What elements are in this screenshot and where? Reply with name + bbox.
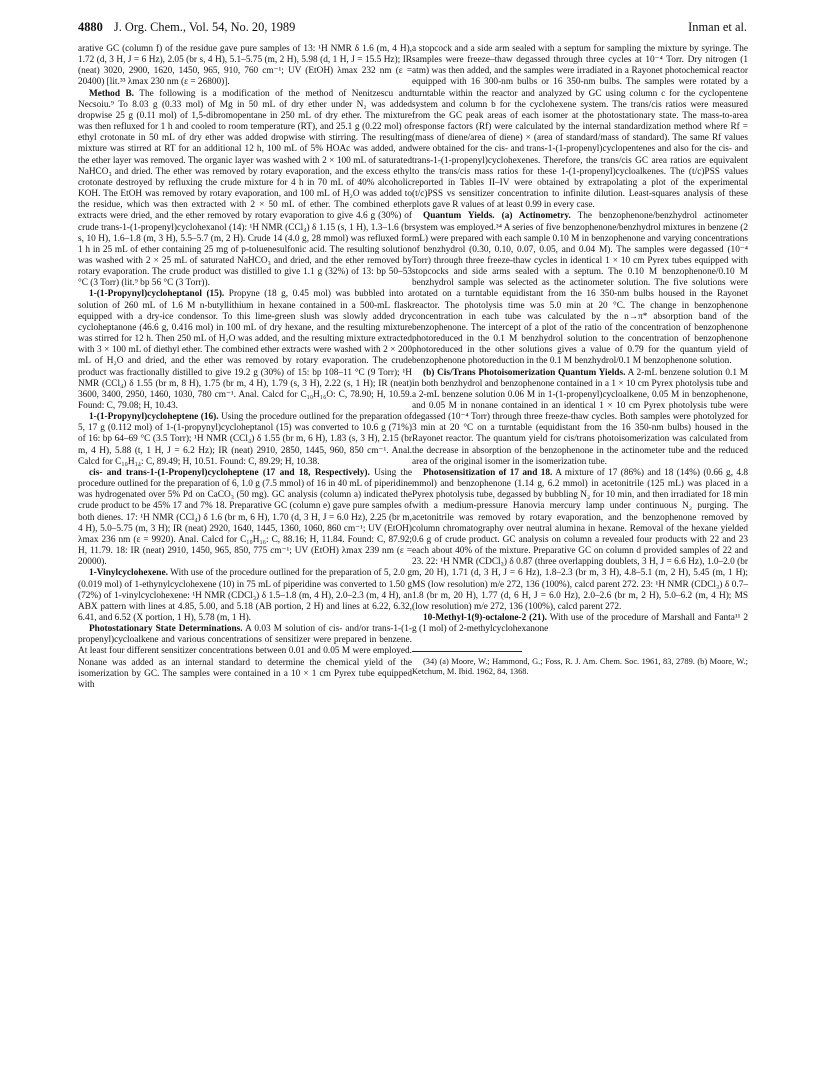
section-heading: 10-Methyl-1(9)-octalone-2 (21).: [423, 612, 547, 623]
paragraph-text: With use of the procedure of Marshall and Fanta¹¹ 2 g (1 mol) of 2-methylcyclohexanone: [412, 612, 748, 635]
section-heading: Photosensitization of 17 and 18.: [423, 467, 553, 478]
paragraph-text: A 2-mL benzene solution 0.1 M in both benzhydrol and benzophenone contained in a 1 × 10 cm Pyrex photolysis tube and a 2-mL benzene solution 0.06 M in 1-(1-propenyl)cycloalkene, 0.05 M in benzophenone, and 0.05 M in nonane contained in an identical 1 × 10 cm Pyrex photolysis tube were degassed (10⁻⁴ Torr) through three freeze-thaw cycles. Both samples were photolyzed for 3 min at 20 °C on a turntable (equidistant from the 16 350-nm bulbs) housed in the Rayonet reactor. The quantum yield for cis/trans photoisomerization was calculated from the decrease in absorption of the benzophenone in the actinometer tube and the reduced area of the original isomer in the isomerization tube.: [412, 367, 748, 467]
paragraph-text: The benzophenone/benzhydrol actinometer system was employed.³⁴ A series of five benzophenone/benzhydrol mixtures in benzene (2 mL) were prepared with each sample 0.10 M in benzophenone and varying concentrations of benzhydrol (0.30, 0.10, 0.07, 0.05, and 0.04 M). The samples were degassed (10⁻⁴ Torr) through three freeze-thaw cycles in identical 1 × 10 cm Pyrex tubes equipped with stopcocks and side arms sealed with a septum. The 0.10 M benzophenone/0.10 M benzhydrol sample was selected as the actinometer solution. The five solutions were rotated on a turntable equidistant from the 16 350-nm bulbs housed in the Rayonet reactor. The photolysis time was 5.0 min at 20 °C. The change in benzophenone concentration in each tube was calculated by the n→π* absorption band of the benzophenone. The intercept of a plot of the ratio of the concentration of benzophenone photoreduced in the 0.1 M benzhydrol solution to the concentration of benzophenone photoreduced in the other solutions gives a value of 0.79 for the quantum yield of benzophenone photoreduction in the 0.1 M benzhydrol/0.1 M benzophenone solution.: [412, 211, 748, 367]
paragraph-text: A 0.03 M solution of cis- and/or trans-1-(1-propenyl)cycloalkene and various concentrations of sensitizer were prepared in benzene. At least four different sensitizer concentrations between 0.01 and 0.05 M were employed. Nonane was added as an internal standard to determine the chemical yield of the isomerization by GC. The samples were contained in a 10 × 1 cm Pyrex tube equipped with: [78, 624, 412, 690]
paragraph: [78, 289, 412, 412]
paragraph: [412, 468, 748, 613]
paragraph: [78, 44, 412, 89]
paragraph-text: a stopcock and a side arm sealed with a septum for sampling the mixture by syringe. The samples were freeze–thaw degassed through three cycles at 10⁻⁴ Torr. Dry nitrogen (1 atm) was then added, and the samples were irradiated in a Rayonet photochemical reactor equipped with 16 300-nm bulbs or 16 350-nm bulbs. The samples were rotated by a turntable within the reactor and analyzed by GC using column c for the cyclopentene system and column b for the cyclohexene system. The trans/cis ratios were measured from the GC peak areas of each isomer at the photostationary state. The mass-to-area response factors (Rf) were calculated by the internal standardization method where Rf = (mass of diene/area of diene) × (area of standard/mass of standard). The same Rf values were obtained for the cis- and trans-1-(1-propenyl)cyclopentenes and also for the cis- and trans-1-(1-propenyl)cyclohexenes. Therefore, the trans/cis GC area ratios are equivalent to the trans/cis mass ratios for these 1-(1-propenyl)cycloalkenes. The (t/c)PSS values reported in Tables II–IV were obtained by extrapolating a plot of the experimental (t/c)PSS vs sensitizer concentration to infinite dilution. Least-squares analysis of these plots gave R values of at least 0.99 in every case.: [412, 44, 748, 211]
footnote-divider: [412, 651, 522, 652]
paragraph-text: A mixture of 17 (86%) and 18 (14%) (0.66 g, 4.8 mmol) and benzophenone (1.14 g, 6.2 mmol) in acetonitrile (125 mL) was placed in a Pyrex photolysis tube, degassed by bubbling N₂ for 10 min, and then irradiated for 18 min with a medium-pressure Hanovia mercury lamp under continuous N₂ purging. The acetonitrile was removed by rotary evaporation, and the benzophenone removed by column chromatography over neutral alumina in hexane. Removal of the hexane yielded 0.6 g of crude product. GC analysis on column a revealed four products with 22 and 23 each about 40% of the mixture. Preparative GC on column d provided samples of 22 and 23. 22: ¹H NMR (CDCl₃) δ 0.87 (three overlapping doublets, 3 H, J = 6.6 Hz), 1.0–2.0 (br m, 20 H), 1.71 (d, 3 H, J = 6 Hz), 1.8–2.3 (br m, 3 H), 4.8–5.1 (m, 2 H), 5.45 (m, 1 H); MS (low resolution) m/e 272, 136 (100%), calcd parent 272. 23: ¹H NMR (CDCl₃) δ 0.7–1.8 (br m, 20 H), 1.77 (d, 6 H, J = 6.0 Hz), 2.0–2.6 (br m, 2 H), 5.0–6.2 (m, 4 H); MS (low resolution) m/e 272, 136 (100%), calcd parent 272.: [412, 467, 748, 612]
journal-citation: J. Org. Chem., Vol. 54, No. 20, 1989: [113, 20, 296, 34]
paragraph: [78, 468, 412, 568]
section-heading: 1-(1-Propynyl)cycloheptanol (15).: [89, 289, 225, 300]
paragraph-text: arative GC (column f) of the residue gave pure samples of 13: ¹H NMR δ 1.6 (m, 4 H), 1.72 (d, 3 H, J = 6 Hz), 2.05 (br s, 4 H), 5.1–5.75 (m, 2 H), 5.98 (d, 1 H, J = 15.5 Hz); IR (neat) 3020, 2900, 1620, 1450, 965, 910, 760 cm⁻¹; UV (EtOH) λmax 232 nm (ε = 20400) [lit.³³ λmax 230 nm (ε = 26800)].: [78, 44, 412, 88]
paragraph-text: With use of the procedure outlined for the preparation of 5, 2.0 g (0.019 mol) of 1-ethynylcyclohexene (10) in 75 mL of piperidine was converted to 1.50 g (72%) of 1-vinylcyclohexene: ¹H NMR (CDCl₃) δ 1.5–1.8 (m, 4 H), 2.0–2.3 (m, 4 H), an ABX pattern with lines at 4.85, 5.00, and 5.18 (AB portion, 2 H) and lines at 6.22, 6.32, 6.41, and 6.52 (X portion, 1 H), 5.78 (m, 1 H).: [78, 568, 412, 623]
paragraph-text: Propyne (18 g, 0.45 mol) was bubbled into a solution of 260 mL of 1.6 M n-butyllithium in hexane contained in a 500-mL flask equipped with a dry-ice condensor. To this lime-green slush was slowly added dry cycloheptanone (46.6 g, 0.416 mol) in 100 mL of dry hexane, and the resulting mixture was stirred for 12 h. Then 250 mL of H₂O was added, and the resulting mixture extracted with 3 × 100 mL of diethyl ether. The combined ether extracts were washed with 2 × 200 mL of H₂O and dried, and the ether was removed by rotary evaporation. The crude product was fractionally distilled to give 19.2 g (30%) of 15: bp 108–11 °C (9 Torr); ¹H NMR (CCl₄) δ 1.55 (br m, 8 H), 1.75 (br m, 4 H), 1.79 (s, 3 H), 2.22 (s, 1 H); IR (neat) 3600, 3400, 2950, 1460, 1030, 780 cm⁻¹. Anal. Calcd for C₁₀H₁₆O: C, 78.90; H, 10.59. Found: C, 79.08; H, 10.43.: [78, 289, 412, 411]
section-heading: 1-Vinylcyclohexene.: [89, 568, 168, 579]
paragraph: [412, 368, 748, 468]
author-line: Inman et al.: [688, 20, 747, 34]
section-heading: (b) Cis/Trans Photoisomerization Quantum Yields.: [423, 367, 626, 378]
section-heading: Photostationary State Determinations.: [89, 624, 243, 635]
paragraph: [78, 89, 412, 290]
right-column: [412, 44, 748, 678]
paragraph: [78, 624, 412, 691]
section-heading: cis- and trans-1-(1-Propenyl)cycloheptene (17 and 18, Respectively).: [89, 467, 370, 478]
running-header: [78, 20, 747, 38]
footnote: (34) (a) Moore, W.; Hammond, G.; Foss, R. J. Am. Chem. Soc. 1961, 83, 2789. (b) Moore, W.; Ketchum, M. Ibid. 1962, 84, 1368.: [412, 657, 748, 677]
page-number: 4880: [78, 20, 103, 34]
paragraph: [412, 211, 748, 367]
paragraph-text: Using the procedure outlined for the preparation of 6, 1.0 g (7.5 mmol) of 16 in 40 mL of piperidine was hydrogenated over 5% Pd on CaCO₃ (50 mg). GC analysis (column a) indicated the crude product to be 45% 17 and 7% 18. Preparative GC (column e) gave pure samples of both dienes. 17: ¹H NMR (CCl₄) δ 1.6 (br m, 6 H), 1.70 (d, 3 H, J = 6.0 Hz), 2.25 (br m, 4 H), 5.0–5.75 (m, 3 H); IR (neat) 2920, 1640, 1445, 1360, 1060, 860 cm⁻¹; UV (EtOH) λmax 236 nm (ε = 9920). Anal. Calcd for C₁₀H₁₆: C, 88.16; H, 11.84. Found: C, 87.92; H, 11.79. 18: IR (neat) 2910, 1450, 965, 850, 775 cm⁻¹; UV (EtOH) λmax 239 nm (ε = 20000).: [78, 467, 413, 568]
section-heading: 1-(1-Propynyl)cycloheptene (16).: [89, 412, 219, 423]
paragraph: [78, 412, 412, 468]
section-heading: Quantum Yields. (a) Actinometry.: [423, 211, 571, 222]
section-heading: Method B.: [89, 88, 134, 99]
left-column: [78, 44, 412, 691]
paragraph: [78, 568, 412, 624]
paragraph: [412, 44, 748, 211]
paragraph-text: The following is a modification of the method of Nenitzescu and Necsoiu.⁹ To 8.03 g (0.33 mol) of Mg in 50 mL of dry ether under N₂ was added dropwise 25 g (0.11 mol) of 1,5-dibromopentane in 250 mL of dry ether. The mixture was then refluxed for 1 h and cooled to room temperature (RT), and 25.1 g (0.22 mol) of ethyl crotonate in 50 mL of dry ether was added dropwise with stirring. The resulting mixture was stirred at RT for an additional 12 h, 100 mL of 5% HOAc was added, and the ether layer was removed. The organic layer was washed with 2 × 100 mL of saturated NaHCO₃ and dried. The ether was removed by rotary evaporation, and the excess ethyl crotonate destroyed by refluxing the crude mixture for 4 h in 70 mL of 40% alcoholic KOH. The EtOH was removed by rotary evaporation, and 100 mL of H₂O was added to the residue, which was then extracted with 2 × 50 mL of ether. The combined ether extracts were dried, and the ether removed by rotary evaporation to give 4.6 g (30%) of crude trans-1-(1-propenyl)cyclohexanol (14): ¹H NMR (CCl₄) δ 1.15 (s, 1 H), 1.3–1.6 (br s, 10 H), 1.6–1.8 (m, 3 H), 5.5–5.7 (m, 2 H). Crude 14 (4.0 g, 28 mmol) was refluxed for 1 h in 25 mL of ether containing 25 mg of p-toluenesulfonic acid. The resulting solution was washed with 2 × 25 mL of saturated NaHCO₃ and dried, and the ether removed by rotary evaporation. The crude product was distilled to give 1.1 g (32%) of 13: bp 50–53 °C (3 Torr) (lit.⁹ bp 56 °C (3 Torr)).: [78, 88, 412, 289]
paragraph: [412, 613, 748, 635]
paragraph-text: Using the procedure outlined for the preparation of 5, 17 g (0.112 mol) of 1-(1-propynyl)cycloheptanol (15) was converted to 10.6 g (71%) of 16: bp 64–69 °C (3.5 Torr); ¹H NMR (CCl₄) δ 1.55 (br m, 6 H), 1.83 (s, 3 H), 2.15 (br m, 4 H), 5.88 (t, 1 H, J = 6.2 Hz); IR (neat) 2910, 2850, 1445, 960, 850 cm⁻¹. Anal. Calcd for C₁₀H₁₄: C, 89.49; H, 10.51. Found: C, 89.29; H, 10.38.: [78, 412, 412, 467]
